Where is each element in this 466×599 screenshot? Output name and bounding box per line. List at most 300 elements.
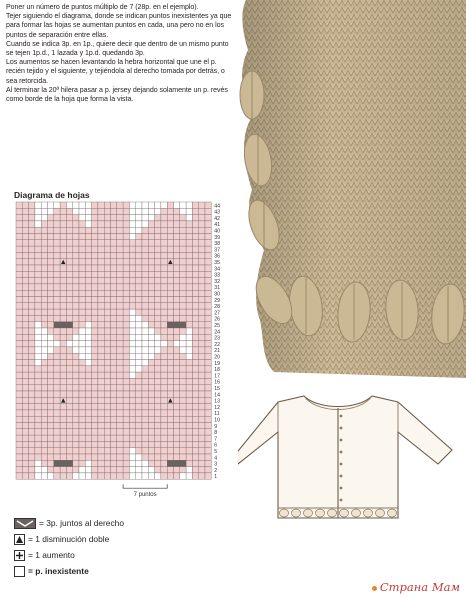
chart-cell [85,347,91,353]
chart-cell [41,347,47,353]
chart-cell [174,441,180,447]
chart-cell [73,303,79,309]
chart-cell [104,366,110,372]
chart-cell [104,265,110,271]
chart-cell [73,309,79,315]
chart-cell [136,252,142,258]
chart-cell [199,397,205,403]
chart-cell [111,309,117,315]
chart-cell [161,441,167,447]
chart-cell [48,227,54,233]
chart-cell [174,423,180,429]
dec-right-icon [14,518,36,529]
chart-cell [29,441,35,447]
chart-cell [180,265,186,271]
chart-cell [161,423,167,429]
chart-cell [60,416,66,422]
chart-cell [54,259,60,265]
chart-cell [54,221,60,227]
chart-cell [60,309,66,315]
chart-cell [98,429,104,435]
chart-cell [155,404,161,410]
chart-cell [167,221,173,227]
row-number: 8 [214,430,218,437]
chart-cell [111,416,117,422]
chart-cell [54,309,60,315]
chart-cell [35,454,41,460]
chart-cell [123,265,129,271]
chart-cell [104,221,110,227]
chart-cell [98,441,104,447]
chart-cell [73,460,79,466]
chart-cell [92,334,98,340]
chart-cell [22,278,28,284]
chart-cell [186,341,192,347]
chart-cell [117,252,123,258]
chart-cell [111,252,117,258]
chart-cell [66,208,72,214]
chart-cell [16,328,22,334]
chart-cell [54,297,60,303]
chart-cell [29,334,35,340]
chart-cell [155,467,161,473]
chart-cell [142,227,148,233]
chart-cell [22,416,28,422]
chart-cell [98,404,104,410]
chart-cell [48,271,54,277]
chart-cell [167,315,173,321]
chart-grid [16,202,211,479]
chart-cell [48,397,54,403]
chart-cell [29,227,35,233]
chart-cell [123,246,129,252]
chart-cell [161,360,167,366]
chart-cell [199,334,205,340]
chart-cell [192,309,198,315]
chart-cell [142,347,148,353]
chart-cell [180,454,186,460]
hem-leaf [340,509,349,517]
chart-cell [199,360,205,366]
chart-cell [167,378,173,384]
chart-cell [111,315,117,321]
chart-cell [92,309,98,315]
chart-cell [29,397,35,403]
row-number: 6 [214,442,218,449]
chart-cell [155,454,161,460]
chart-cell [54,467,60,473]
chart-cell [180,202,186,208]
chart-cell [73,347,79,353]
chart-cell [174,467,180,473]
chart-cell [136,297,142,303]
chart-cell [41,454,47,460]
chart-cell [136,391,142,397]
chart-cell [180,416,186,422]
chart-cell [167,416,173,422]
chart-cell [98,215,104,221]
chart-cell [136,221,142,227]
chart-cell [29,265,35,271]
chart-cell [129,334,135,340]
chart-cell [205,315,211,321]
chart-cell [35,372,41,378]
chart-cell [123,315,129,321]
chart-cell [117,429,123,435]
chart-cell [29,240,35,246]
chart-cell [22,303,28,309]
chart-cell [180,284,186,290]
chart-cell [98,397,104,403]
chart-cell [92,341,98,347]
chart-cell [35,473,41,479]
chart-cell [174,297,180,303]
chart-cell [48,297,54,303]
chart-cell [186,372,192,378]
chart-cell [92,378,98,384]
row-number: 1 [214,474,218,481]
chart-cell [16,372,22,378]
row-number: 13 [214,398,221,405]
chart-cell [186,467,192,473]
chart-cell [73,473,79,479]
chart-cell [98,322,104,328]
chart-cell [123,435,129,441]
chart-cell [79,372,85,378]
chart-cell [48,460,54,466]
legend-item [14,564,89,578]
chart-cell [98,309,104,315]
chart-cell [35,240,41,246]
chart-cell [142,473,148,479]
chart-cell [41,227,47,233]
chart-cell [129,454,135,460]
chart-cell [29,309,35,315]
chart-cell [92,303,98,309]
chart-cell [129,347,135,353]
chart-cell [41,460,47,466]
chart-cell [148,454,154,460]
chart-cell [129,315,135,321]
repeat-label: 7 puntos [133,492,157,499]
chart-cell [104,378,110,384]
chart-cell [41,278,47,284]
chart-cell [22,221,28,227]
chart-cell [174,227,180,233]
chart-cell [205,341,211,347]
chart-cell [35,297,41,303]
chart-cell [16,278,22,284]
chart-cell [60,372,66,378]
chart-cell [85,416,91,422]
chart-cell [155,435,161,441]
chart-cell [148,328,154,334]
row-number: 3 [214,461,218,468]
chart-cell [205,297,211,303]
chart-cell [66,347,72,353]
chart-cell [22,290,28,296]
chart-cell [142,397,148,403]
chart-cell [186,227,192,233]
chart-cell [79,460,85,466]
chart-cell [136,454,142,460]
chart-cell [161,271,167,277]
chart-cell [199,309,205,315]
chart-cell [155,221,161,227]
chart-cell [136,278,142,284]
chart-cell [186,271,192,277]
row-number: 37 [214,247,221,254]
chart-cell [142,391,148,397]
chart-cell [60,278,66,284]
chart-cell [85,227,91,233]
chart-cell [104,240,110,246]
chart-cell [35,404,41,410]
chart-cell [205,328,211,334]
chart-cell [111,423,117,429]
chart-cell [199,240,205,246]
chart-cell [92,441,98,447]
row-numbers [214,203,220,480]
chart-cell [41,429,47,435]
hem-leaf [388,509,397,517]
chart-cell [98,366,104,372]
chart-cell [192,322,198,328]
chart-cell [111,246,117,252]
chart-cell [111,441,117,447]
chart-cell [186,202,192,208]
chart-cell [29,315,35,321]
chart-cell [148,315,154,321]
chart-cell [66,341,72,347]
chart-cell [161,341,167,347]
chart-cell [66,410,72,416]
chart-cell [41,366,47,372]
chart-cell [142,467,148,473]
chart-cell [29,435,35,441]
chart-cell [148,467,154,473]
chart-cell [92,234,98,240]
chart-cell [142,297,148,303]
chart-cell [205,404,211,410]
chart-cell [29,372,35,378]
chart-cell [199,208,205,214]
chart-cell [16,265,22,271]
chart-cell [136,416,142,422]
chart-cell [161,246,167,252]
chart-cell [174,410,180,416]
chart-cell [205,353,211,359]
chart-cell [60,284,66,290]
chart-cell [186,215,192,221]
cardigan-sketch [238,380,466,530]
chart-cell [161,328,167,334]
chart-cell [104,341,110,347]
chart-cell [92,221,98,227]
chart-cell [41,397,47,403]
row-number: 26 [214,316,221,323]
chart-cell [73,227,79,233]
chart-cell [85,202,91,208]
chart-cell [192,202,198,208]
chart-cell [22,215,28,221]
chart-cell [129,265,135,271]
chart-cell [117,467,123,473]
chart-cell [136,435,142,441]
chart-cell [148,297,154,303]
chart-cell [123,454,129,460]
chart-cell [199,297,205,303]
chart-cell [148,391,154,397]
chart-cell [48,252,54,258]
chart-cell [29,353,35,359]
chart-cell [167,290,173,296]
chart-cell [111,322,117,328]
chart-cell [192,397,198,403]
chart-cell [155,315,161,321]
chart-cell [180,246,186,252]
chart-cell [16,435,22,441]
chart-cell [192,429,198,435]
chart-cell [41,322,47,328]
chart-cell [136,429,142,435]
instruction-paragraph: Cuando se indica 3p. en 1p., quiere decir que dentro de un mismo punto se tejen 1p.d., 1 lazada y 1p.d. quedando 3p. [6,40,229,58]
chart-cell [155,334,161,340]
chart-cell [174,347,180,353]
chart-cell [41,246,47,252]
empty-square-icon [14,566,25,577]
chart-cell [142,429,148,435]
chart-cell [54,341,60,347]
chart-cell [142,246,148,252]
chart-cell [129,202,135,208]
row-number: 2 [214,467,218,474]
chart-cell [98,435,104,441]
chart-cell [66,397,72,403]
chart-cell [48,404,54,410]
chart-cell [205,441,211,447]
chart-cell [66,467,72,473]
chart-cell [54,208,60,214]
chart-cell [199,252,205,258]
chart-cell [79,385,85,391]
chart-cell [79,347,85,353]
chart-cell [117,385,123,391]
chart-cell [161,410,167,416]
watermark-text: Страна Мам [379,580,460,594]
chart-cell [148,353,154,359]
chart-cell [186,454,192,460]
chart-cell [117,397,123,403]
chart-cell [92,259,98,265]
chart-cell [35,328,41,334]
chart-cell [48,215,54,221]
chart-cell [161,404,167,410]
chart-cell [35,360,41,366]
chart-cell [180,378,186,384]
chart-cell [186,322,192,328]
chart-cell [199,246,205,252]
chart-cell [73,252,79,258]
chart-cell [73,240,79,246]
chart-cell [29,202,35,208]
chart-cell [192,441,198,447]
chart-cell [85,297,91,303]
chart-cell [98,315,104,321]
chart-cell [123,467,129,473]
chart-cell [35,385,41,391]
chart-cell [16,410,22,416]
chart-cell [35,341,41,347]
chart-cell [192,423,198,429]
chart-cell [16,246,22,252]
chart-cell [66,391,72,397]
chart-cell [29,215,35,221]
chart-cell [148,460,154,466]
legend-label: = p. inexistente [28,566,89,576]
row-number: 19 [214,360,221,367]
chart-cell [98,448,104,454]
chart-cell [161,284,167,290]
hem-leaf [316,509,325,517]
chart-cell [85,448,91,454]
chart-cell [174,315,180,321]
chart-cell [186,360,192,366]
chart-cell [148,416,154,422]
chart-cell [98,378,104,384]
chart-cell [35,227,41,233]
row-number: 22 [214,341,221,348]
chart-cell [22,297,28,303]
chart-cell [117,284,123,290]
chart-cell [167,448,173,454]
chart-cell [22,322,28,328]
chart-cell [199,416,205,422]
chart-cell [48,341,54,347]
chart-cell [60,385,66,391]
chart-cell [22,208,28,214]
chart-cell [136,246,142,252]
chart-cell [205,334,211,340]
chart-cell [98,353,104,359]
chart-cell [41,265,47,271]
chart-cell [48,360,54,366]
chart-cell [54,435,60,441]
chart-cell [161,208,167,214]
increase-icon [14,550,25,561]
chart-cell [54,315,60,321]
chart-cell [161,278,167,284]
chart-cell [129,435,135,441]
chart-cell [111,240,117,246]
chart-cell [205,454,211,460]
chart-cell [85,284,91,290]
chart-cell [186,410,192,416]
chart-cell [123,227,129,233]
chart-cell [66,416,72,422]
chart-cell [54,441,60,447]
chart-cell [98,234,104,240]
chart-cell [73,221,79,227]
chart-cell [129,208,135,214]
chart-cell [92,278,98,284]
chart-cell [174,265,180,271]
chart-cell [155,208,161,214]
chart-cell [142,265,148,271]
chart-cell [98,221,104,227]
chart-cell [161,215,167,221]
row-number: 38 [214,241,221,248]
